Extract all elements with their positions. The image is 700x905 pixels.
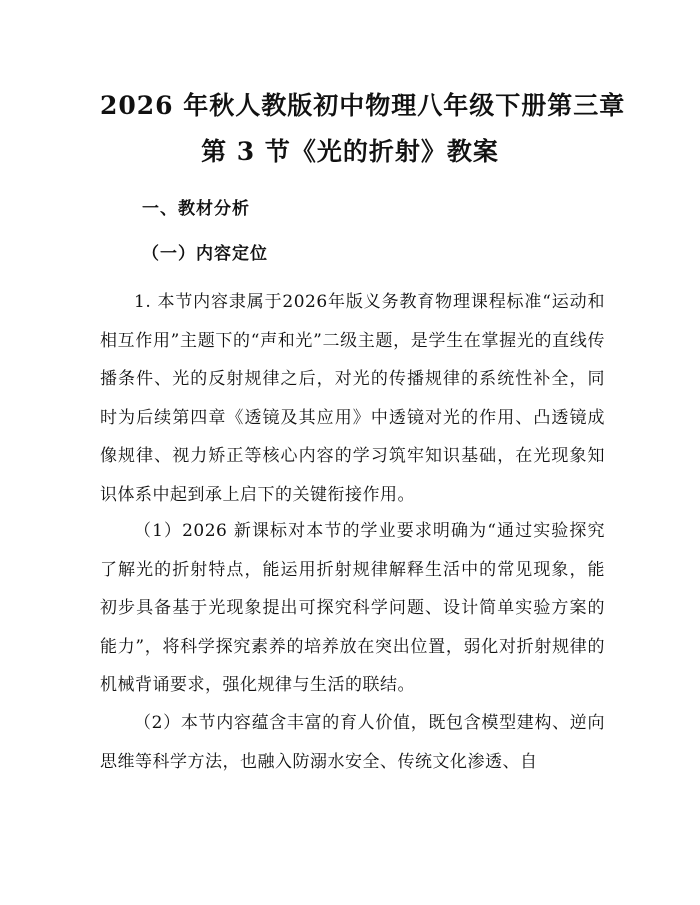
paragraph: （1）2026 新课标对本节的学业要求明确为“通过实验探究了解光的折射特点，能运用折射规律解释生活中的常见现象，能初步具备基于光现象提出可探究科学问题、设计简单实验方案的能力”，将科学探究素养的培养放在突出位置，弱化对折射规律的机械背诵要求，强化规律与生活的联结。: [100, 521, 605, 695]
section-heading: 一、教材分析: [142, 199, 250, 219]
document-title-line-1: 2026 年秋人教版初中物理八年级下册第三章: [100, 91, 626, 120]
document-title-line-2: 第 3 节《光的折射》教案: [201, 137, 499, 166]
paragraph: 1. 本节内容隶属于2026年版义务教育物理课程标准“运动和相互作用”主题下的“声和光”二级主题，是学生在掌握光的直线传播条件、光的反射规律之后，对光的传播规律的系统性补全，同时为后续第四章《透镜及其应用》中透镜对光的作用、凸透镜成像规律、视力矫正等核心内容的学习筑牢知识基础，在光现象知识体系中起到承上启下的关键衔接作用。: [100, 292, 605, 505]
paragraph: （2）本节内容蕴含丰富的育人价值，既包含模型建构、逆向思维等科学方法，也融入防溺水安全、传统文化渗透、自: [100, 713, 605, 772]
subsection-heading: （一）内容定位: [142, 244, 268, 264]
